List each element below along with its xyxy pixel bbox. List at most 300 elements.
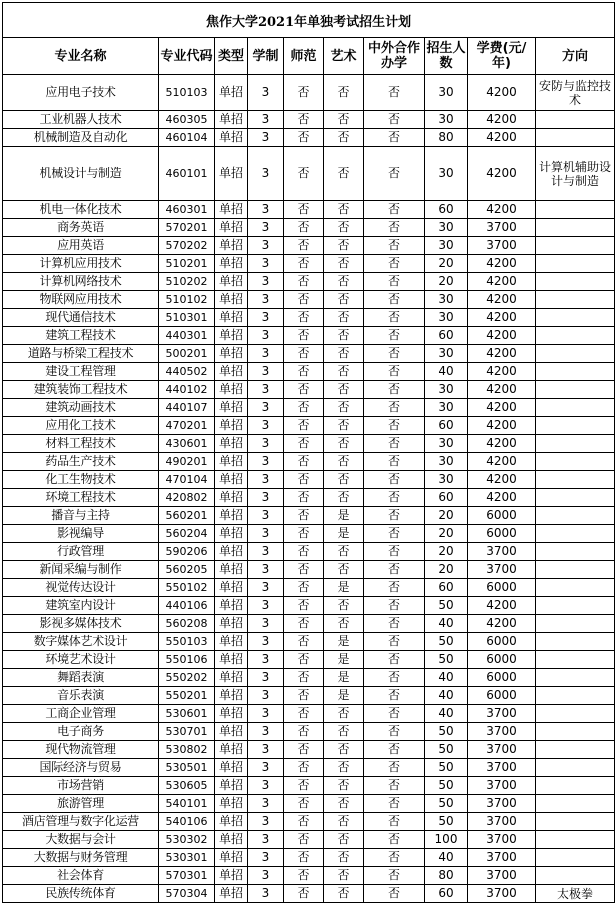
normal-cell: 否 (284, 471, 324, 489)
art-cell: 否 (324, 489, 364, 507)
coop-cell: 否 (364, 345, 425, 363)
type-cell: 单招 (215, 417, 248, 435)
fee-cell: 4200 (468, 75, 536, 111)
table-row (3, 795, 615, 813)
direction-cell (536, 381, 615, 399)
major-code-cell: 510103 (159, 75, 215, 111)
normal-cell: 否 (284, 687, 324, 705)
type-cell: 单招 (215, 849, 248, 867)
table-row (3, 309, 615, 327)
art-cell: 否 (324, 291, 364, 309)
art-cell: 否 (324, 363, 364, 381)
quota-cell: 20 (425, 543, 468, 561)
years-cell: 3 (248, 291, 284, 309)
direction-cell (536, 417, 615, 435)
table-row (3, 723, 615, 741)
years-cell: 3 (248, 201, 284, 219)
years-cell: 3 (248, 759, 284, 777)
coop-cell: 否 (364, 705, 425, 723)
header-normal: 师范 (284, 38, 324, 75)
quota-cell: 30 (425, 471, 468, 489)
normal-cell: 否 (284, 651, 324, 669)
major-code-cell: 570304 (159, 885, 215, 903)
major-name-cell: 建筑动画技术 (3, 399, 159, 417)
coop-cell: 否 (364, 111, 425, 129)
major-code-cell: 440106 (159, 597, 215, 615)
type-cell: 单招 (215, 255, 248, 273)
direction-cell (536, 255, 615, 273)
years-cell: 3 (248, 597, 284, 615)
type-cell: 单招 (215, 399, 248, 417)
years-cell: 3 (248, 363, 284, 381)
art-cell: 是 (324, 579, 364, 597)
direction-cell (536, 867, 615, 885)
direction-cell (536, 453, 615, 471)
quota-cell: 50 (425, 597, 468, 615)
fee-cell: 4200 (468, 489, 536, 507)
table-row (3, 453, 615, 471)
major-name-cell: 化工生物技术 (3, 471, 159, 489)
header-direction: 方向 (536, 38, 615, 75)
table-row (3, 561, 615, 579)
coop-cell: 否 (364, 579, 425, 597)
major-code-cell: 510102 (159, 291, 215, 309)
art-cell: 否 (324, 309, 364, 327)
type-cell: 单招 (215, 687, 248, 705)
years-cell: 3 (248, 687, 284, 705)
direction-cell (536, 597, 615, 615)
direction-cell (536, 219, 615, 237)
direction-cell (536, 777, 615, 795)
table-row (3, 777, 615, 795)
major-code-cell: 560201 (159, 507, 215, 525)
coop-cell: 否 (364, 237, 425, 255)
direction-cell (536, 291, 615, 309)
art-cell: 否 (324, 201, 364, 219)
major-name-cell: 影视多媒体技术 (3, 615, 159, 633)
fee-cell: 4200 (468, 111, 536, 129)
coop-cell: 否 (364, 597, 425, 615)
direction-cell (536, 345, 615, 363)
enrollment-plan-table (2, 2, 615, 903)
major-name-cell: 视觉传达设计 (3, 579, 159, 597)
direction-cell (536, 327, 615, 345)
major-name-cell: 应用英语 (3, 237, 159, 255)
art-cell: 否 (324, 561, 364, 579)
art-cell: 否 (324, 849, 364, 867)
quota-cell: 20 (425, 561, 468, 579)
normal-cell: 否 (284, 759, 324, 777)
table-row (3, 705, 615, 723)
direction-cell: 太极拳 (536, 885, 615, 903)
years-cell: 3 (248, 147, 284, 201)
normal-cell: 否 (284, 831, 324, 849)
coop-cell: 否 (364, 633, 425, 651)
coop-cell: 否 (364, 435, 425, 453)
coop-cell: 否 (364, 813, 425, 831)
major-name-cell: 旅游管理 (3, 795, 159, 813)
table-row (3, 813, 615, 831)
coop-cell: 否 (364, 777, 425, 795)
normal-cell: 否 (284, 381, 324, 399)
coop-cell: 否 (364, 615, 425, 633)
fee-cell: 6000 (468, 669, 536, 687)
normal-cell: 否 (284, 543, 324, 561)
coop-cell: 否 (364, 327, 425, 345)
type-cell: 单招 (215, 507, 248, 525)
coop-cell: 否 (364, 399, 425, 417)
major-code-cell: 500201 (159, 345, 215, 363)
art-cell: 是 (324, 633, 364, 651)
fee-cell: 4200 (468, 201, 536, 219)
quota-cell: 30 (425, 381, 468, 399)
direction-cell (536, 705, 615, 723)
quota-cell: 80 (425, 129, 468, 147)
direction-cell (536, 111, 615, 129)
art-cell: 否 (324, 237, 364, 255)
direction-cell: 计算机辅助设计与制造 (536, 147, 615, 201)
fee-cell: 6000 (468, 579, 536, 597)
coop-cell: 否 (364, 831, 425, 849)
major-code-cell: 550102 (159, 579, 215, 597)
major-name-cell: 大数据与会计 (3, 831, 159, 849)
fee-cell: 6000 (468, 687, 536, 705)
art-cell: 否 (324, 453, 364, 471)
type-cell: 单招 (215, 759, 248, 777)
direction-cell (536, 309, 615, 327)
art-cell: 否 (324, 543, 364, 561)
normal-cell: 否 (284, 291, 324, 309)
art-cell: 否 (324, 741, 364, 759)
type-cell: 单招 (215, 795, 248, 813)
type-cell: 单招 (215, 147, 248, 201)
major-name-cell: 商务英语 (3, 219, 159, 237)
normal-cell: 否 (284, 417, 324, 435)
years-cell: 3 (248, 651, 284, 669)
major-name-cell: 新闻采编与制作 (3, 561, 159, 579)
coop-cell: 否 (364, 795, 425, 813)
fee-cell: 4200 (468, 309, 536, 327)
direction-cell (536, 633, 615, 651)
normal-cell: 否 (284, 147, 324, 201)
quota-cell: 50 (425, 741, 468, 759)
type-cell: 单招 (215, 489, 248, 507)
art-cell: 否 (324, 75, 364, 111)
table-row (3, 597, 615, 615)
quota-cell: 60 (425, 885, 468, 903)
direction-cell (536, 129, 615, 147)
table-row (3, 867, 615, 885)
table-row (3, 147, 615, 201)
coop-cell: 否 (364, 507, 425, 525)
direction-cell (536, 543, 615, 561)
fee-cell: 4200 (468, 129, 536, 147)
major-name-cell: 环境艺术设计 (3, 651, 159, 669)
years-cell: 3 (248, 579, 284, 597)
quota-cell: 30 (425, 219, 468, 237)
coop-cell: 否 (364, 849, 425, 867)
direction-cell (536, 579, 615, 597)
type-cell: 单招 (215, 201, 248, 219)
table-row (3, 237, 615, 255)
major-code-cell: 570202 (159, 237, 215, 255)
normal-cell: 否 (284, 309, 324, 327)
table-row (3, 633, 615, 651)
type-cell: 单招 (215, 291, 248, 309)
quota-cell: 20 (425, 255, 468, 273)
fee-cell: 3700 (468, 543, 536, 561)
direction-cell (536, 813, 615, 831)
years-cell: 3 (248, 237, 284, 255)
major-code-cell: 470201 (159, 417, 215, 435)
quota-cell: 30 (425, 399, 468, 417)
major-code-cell: 530601 (159, 705, 215, 723)
direction-cell (536, 507, 615, 525)
major-code-cell: 460305 (159, 111, 215, 129)
years-cell: 3 (248, 795, 284, 813)
coop-cell: 否 (364, 741, 425, 759)
type-cell: 单招 (215, 777, 248, 795)
major-code-cell: 440502 (159, 363, 215, 381)
years-cell: 3 (248, 417, 284, 435)
art-cell: 否 (324, 777, 364, 795)
normal-cell: 否 (284, 435, 324, 453)
normal-cell: 否 (284, 867, 324, 885)
table-row (3, 273, 615, 291)
years-cell: 3 (248, 255, 284, 273)
type-cell: 单招 (215, 615, 248, 633)
normal-cell: 否 (284, 849, 324, 867)
normal-cell: 否 (284, 399, 324, 417)
major-code-cell: 510301 (159, 309, 215, 327)
major-code-cell: 470104 (159, 471, 215, 489)
major-code-cell: 460104 (159, 129, 215, 147)
major-code-cell: 590206 (159, 543, 215, 561)
major-name-cell: 道路与桥梁工程技术 (3, 345, 159, 363)
type-cell: 单招 (215, 525, 248, 543)
type-cell: 单招 (215, 543, 248, 561)
major-code-cell: 550201 (159, 687, 215, 705)
major-name-cell: 电子商务 (3, 723, 159, 741)
table-row (3, 201, 615, 219)
normal-cell: 否 (284, 489, 324, 507)
type-cell: 单招 (215, 363, 248, 381)
art-cell: 否 (324, 435, 364, 453)
quota-cell: 30 (425, 111, 468, 129)
table-row (3, 615, 615, 633)
coop-cell: 否 (364, 309, 425, 327)
art-cell: 否 (324, 885, 364, 903)
quota-cell: 80 (425, 867, 468, 885)
direction-cell (536, 741, 615, 759)
type-cell: 单招 (215, 831, 248, 849)
coop-cell: 否 (364, 363, 425, 381)
normal-cell: 否 (284, 453, 324, 471)
direction-cell: 安防与监控技术 (536, 75, 615, 111)
header-major-code: 专业代码 (159, 38, 215, 75)
coop-cell: 否 (364, 219, 425, 237)
major-name-cell: 市场营销 (3, 777, 159, 795)
direction-cell (536, 615, 615, 633)
fee-cell: 4200 (468, 615, 536, 633)
type-cell: 单招 (215, 237, 248, 255)
direction-cell (536, 363, 615, 381)
fee-cell: 4200 (468, 471, 536, 489)
normal-cell: 否 (284, 669, 324, 687)
table-row (3, 831, 615, 849)
direction-cell (536, 831, 615, 849)
fee-cell: 3700 (468, 705, 536, 723)
direction-cell (536, 489, 615, 507)
fee-cell: 4200 (468, 147, 536, 201)
major-code-cell: 440107 (159, 399, 215, 417)
direction-cell (536, 795, 615, 813)
art-cell: 否 (324, 705, 364, 723)
major-code-cell: 510202 (159, 273, 215, 291)
major-code-cell: 530301 (159, 849, 215, 867)
coop-cell: 否 (364, 651, 425, 669)
type-cell: 单招 (215, 471, 248, 489)
major-name-cell: 机电一体化技术 (3, 201, 159, 219)
major-name-cell: 影视编导 (3, 525, 159, 543)
quota-cell: 20 (425, 507, 468, 525)
table-row (3, 327, 615, 345)
direction-cell (536, 273, 615, 291)
major-name-cell: 民族传统体育 (3, 885, 159, 903)
art-cell: 是 (324, 687, 364, 705)
fee-cell: 3700 (468, 849, 536, 867)
quota-cell: 30 (425, 75, 468, 111)
coop-cell: 否 (364, 291, 425, 309)
table-row (3, 417, 615, 435)
major-name-cell: 社会体育 (3, 867, 159, 885)
fee-cell: 3700 (468, 759, 536, 777)
type-cell: 单招 (215, 705, 248, 723)
years-cell: 3 (248, 489, 284, 507)
years-cell: 3 (248, 777, 284, 795)
years-cell: 3 (248, 129, 284, 147)
table-row (3, 849, 615, 867)
major-name-cell: 音乐表演 (3, 687, 159, 705)
fee-cell: 4200 (468, 381, 536, 399)
normal-cell: 否 (284, 525, 324, 543)
normal-cell: 否 (284, 111, 324, 129)
coop-cell: 否 (364, 273, 425, 291)
fee-cell: 6000 (468, 525, 536, 543)
years-cell: 3 (248, 471, 284, 489)
quota-cell: 60 (425, 489, 468, 507)
coop-cell: 否 (364, 489, 425, 507)
major-name-cell: 药品生产技术 (3, 453, 159, 471)
normal-cell: 否 (284, 345, 324, 363)
major-code-cell: 550202 (159, 669, 215, 687)
type-cell: 单招 (215, 435, 248, 453)
fee-cell: 4200 (468, 273, 536, 291)
major-name-cell: 工商企业管理 (3, 705, 159, 723)
direction-cell (536, 849, 615, 867)
art-cell: 是 (324, 651, 364, 669)
table-row (3, 651, 615, 669)
table-row (3, 489, 615, 507)
direction-cell (536, 651, 615, 669)
major-name-cell: 建筑工程技术 (3, 327, 159, 345)
normal-cell: 否 (284, 507, 324, 525)
normal-cell: 否 (284, 741, 324, 759)
coop-cell: 否 (364, 129, 425, 147)
table-row (3, 399, 615, 417)
coop-cell: 否 (364, 561, 425, 579)
normal-cell: 否 (284, 363, 324, 381)
type-cell: 单招 (215, 453, 248, 471)
enrollment-plan-sheet (2, 2, 614, 903)
quota-cell: 40 (425, 669, 468, 687)
quota-cell: 30 (425, 345, 468, 363)
fee-cell: 3700 (468, 777, 536, 795)
normal-cell: 否 (284, 327, 324, 345)
fee-cell: 3700 (468, 741, 536, 759)
major-code-cell: 530501 (159, 759, 215, 777)
header-fee: 学费(元/年) (468, 38, 536, 75)
type-cell: 单招 (215, 345, 248, 363)
major-code-cell: 440102 (159, 381, 215, 399)
header-quota: 招生人数 (425, 38, 468, 75)
type-cell: 单招 (215, 381, 248, 399)
header-row (3, 38, 615, 75)
major-code-cell: 510201 (159, 255, 215, 273)
art-cell: 是 (324, 507, 364, 525)
quota-cell: 40 (425, 705, 468, 723)
direction-cell (536, 471, 615, 489)
years-cell: 3 (248, 669, 284, 687)
art-cell: 否 (324, 867, 364, 885)
table-row (3, 129, 615, 147)
fee-cell: 4200 (468, 417, 536, 435)
fee-cell: 6000 (468, 507, 536, 525)
coop-cell: 否 (364, 525, 425, 543)
coop-cell: 否 (364, 669, 425, 687)
quota-cell: 50 (425, 723, 468, 741)
years-cell: 3 (248, 75, 284, 111)
quota-cell: 50 (425, 813, 468, 831)
direction-cell (536, 525, 615, 543)
art-cell: 否 (324, 723, 364, 741)
major-name-cell: 国际经济与贸易 (3, 759, 159, 777)
table-row (3, 579, 615, 597)
normal-cell: 否 (284, 723, 324, 741)
type-cell: 单招 (215, 867, 248, 885)
type-cell: 单招 (215, 111, 248, 129)
major-name-cell: 应用电子技术 (3, 75, 159, 111)
normal-cell: 否 (284, 633, 324, 651)
art-cell: 否 (324, 831, 364, 849)
header-coop: 中外合作办学 (364, 38, 425, 75)
art-cell: 否 (324, 111, 364, 129)
art-cell: 否 (324, 399, 364, 417)
major-code-cell: 560208 (159, 615, 215, 633)
quota-cell: 60 (425, 417, 468, 435)
art-cell: 否 (324, 615, 364, 633)
fee-cell: 3700 (468, 813, 536, 831)
direction-cell (536, 237, 615, 255)
type-cell: 单招 (215, 597, 248, 615)
fee-cell: 4200 (468, 399, 536, 417)
normal-cell: 否 (284, 777, 324, 795)
direction-cell (536, 561, 615, 579)
major-name-cell: 现代物流管理 (3, 741, 159, 759)
major-name-cell: 建筑室内设计 (3, 597, 159, 615)
years-cell: 3 (248, 723, 284, 741)
major-code-cell: 560205 (159, 561, 215, 579)
